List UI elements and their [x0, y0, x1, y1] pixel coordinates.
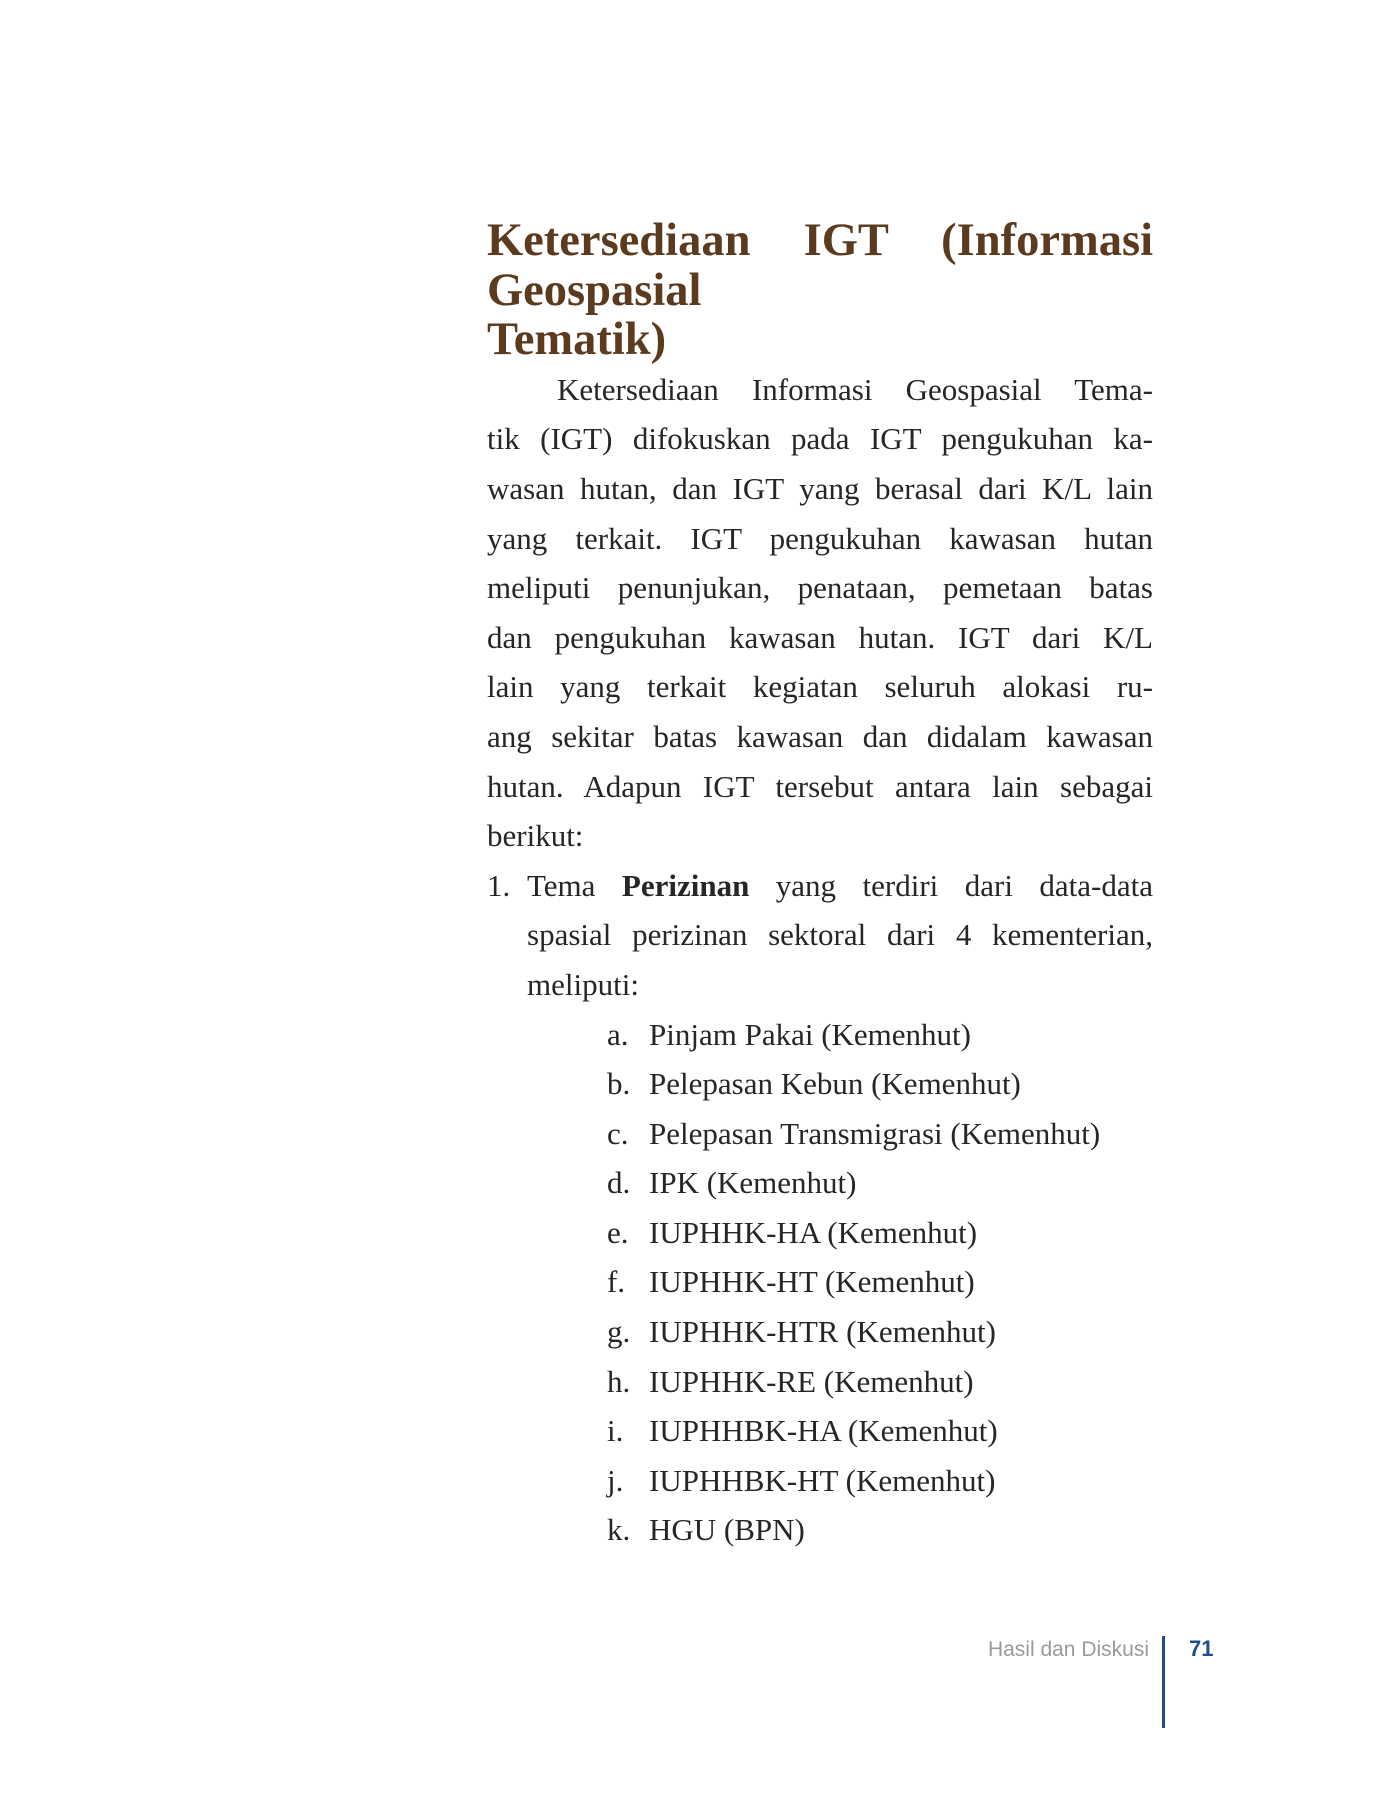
list-number: 1. [487, 867, 511, 903]
list-item [487, 861, 1153, 1555]
numbered-list [487, 861, 1153, 1555]
sub-list-text: IUPHHBK-HA (Kemenhut) [649, 1413, 998, 1449]
paragraph-line: dan pengukuhan kawasan hutan. IGT dari K/L [487, 619, 1153, 655]
footer-divider [1162, 1636, 1165, 1728]
sub-list-item [607, 1505, 1153, 1555]
sub-list-letter: a. [607, 1016, 629, 1052]
sub-list-letter: e. [607, 1214, 629, 1250]
sub-list [527, 1010, 1153, 1556]
sub-list-letter: k. [607, 1512, 631, 1548]
sub-list-text: Pelepasan Transmigrasi (Kemenhut) [649, 1115, 1101, 1151]
list-item-line-2: spasial perizinan sektoral dari 4 kementerian, [527, 917, 1153, 953]
sub-list-item [607, 1307, 1153, 1357]
heading-line-1: Ketersediaan IGT (Informasi Geospasial [487, 215, 1153, 316]
page-number: 71 [1189, 1636, 1214, 1661]
sub-list-letter: f. [607, 1264, 626, 1300]
sub-list-letter: d. [607, 1165, 631, 1201]
sub-list-letter: g. [607, 1314, 631, 1350]
list-item-line-1 [527, 861, 1153, 911]
sub-list-item [607, 1158, 1153, 1208]
paragraph-line: wasan hutan, dan IGT yang berasal dari K/L lain [487, 470, 1153, 506]
sub-list-letter: h. [607, 1363, 631, 1399]
sub-list-text: IUPHHBK-HT (Kemenhut) [649, 1462, 996, 1498]
sub-list-item [607, 1257, 1153, 1307]
sub-list-text: Pinjam Pakai (Kemenhut) [649, 1016, 971, 1052]
body-paragraph [487, 365, 1153, 861]
sub-list-item [607, 1010, 1153, 1060]
list-item-line1-rest: yang terdiri dari data-data [775, 867, 1154, 903]
sub-list-text: HGU (BPN) [649, 1512, 805, 1548]
list-item-prefix: Tema [527, 867, 596, 903]
sub-list-item [607, 1456, 1153, 1506]
sub-list-text: IUPHHK-HA (Kemenhut) [649, 1214, 978, 1250]
sub-list-text: Pelepasan Kebun (Kemenhut) [649, 1066, 1021, 1102]
paragraph-line: ang sekitar batas kawasan dan didalam kawasan [487, 718, 1153, 754]
sub-list-item [607, 1357, 1153, 1407]
sub-list-text: IUPHHK-RE (Kemenhut) [649, 1363, 974, 1399]
sub-list-item [607, 1406, 1153, 1456]
sub-list-letter: i. [607, 1413, 624, 1449]
paragraph-line: berikut: [487, 818, 584, 854]
footer-section-title: Hasil dan Diskusi [987, 1638, 1149, 1661]
paragraph-line: Ketersediaan Informasi Geospasial Tema- [557, 371, 1153, 407]
paragraph-line: lain yang terkait kegiatan seluruh alokasi ru- [487, 669, 1153, 705]
heading-line-2: Tematik) [487, 314, 667, 366]
sub-list-text: IPK (Kemenhut) [649, 1165, 857, 1201]
list-item-line-3: meliputi: [527, 966, 639, 1002]
paragraph-line: yang terkait. IGT pengukuhan kawasan hutan [487, 520, 1153, 556]
sub-list-item [607, 1109, 1153, 1159]
paragraph-line: meliputi penunjukan, penataan, pemetaan batas [487, 570, 1153, 606]
sub-list-letter: j. [607, 1462, 624, 1498]
sub-list-letter: b. [607, 1066, 631, 1102]
sub-list-text: IUPHHK-HT (Kemenhut) [649, 1264, 975, 1300]
paragraph-line: hutan. Adapun IGT tersebut antara lain sebagai [487, 768, 1153, 804]
list-item-bold-term: Perizinan [621, 867, 750, 903]
section-heading [487, 216, 1153, 365]
sub-list-text: IUPHHK-HTR (Kemenhut) [649, 1314, 996, 1350]
sub-list-letter: c. [607, 1115, 629, 1151]
sub-list-item [607, 1059, 1153, 1109]
sub-list-item [607, 1208, 1153, 1258]
paragraph-line: tik (IGT) difokuskan pada IGT pengukuhan ka- [487, 421, 1153, 457]
page-content [487, 216, 1153, 1555]
